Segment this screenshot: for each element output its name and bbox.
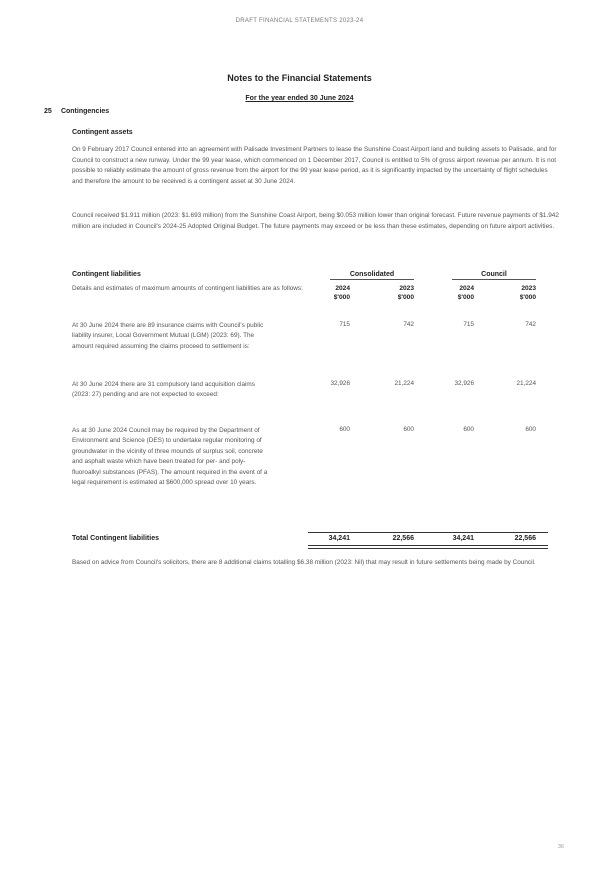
draft-header: DRAFT FINANCIAL STATEMENTS 2023-24 [235,18,364,24]
column-header [306,284,350,302]
column-year: 2024 [335,285,350,292]
total-cell: 22,566 [514,535,536,542]
column-year: 2023 [521,285,536,292]
total-cell: 34,241 [452,535,474,542]
table-cell: 600 [463,426,474,433]
total-rule-top [308,532,548,533]
total-cell: 22,566 [392,535,414,542]
table-cell: 600 [403,426,414,433]
page-subtitle: For the year ended 30 June 2024 [245,95,354,102]
column-unit: $'000 [333,294,350,301]
column-header [430,284,474,302]
table-cell: 742 [403,321,414,328]
table-row-description: At 30 June 2024 there are 31 compulsory land acquisition claims (2023: 27) pending and are not expected to exceed: [72,381,255,399]
table-cell: 600 [339,426,350,433]
column-header [492,284,536,302]
total-rule-bottom [308,545,548,549]
column-header [370,284,414,302]
table-cell: 32,926 [330,380,350,387]
contingent-assets-para-2: Council received $1.911 million (2023: $1.693 million) from the Sunshine Coast Airport, being $0.053 million lower than original forecast. Future revenue payments of $1.942 million are included in Council's 2024-25 Adopted Original Budget. The future payments may exceed or be less than these estimates, depending on future airport activities. [72,212,559,230]
section-number: 25 [44,108,52,115]
group-council: Council [452,271,536,280]
column-unit: $'000 [457,294,474,301]
contingent-liabilities-heading: Contingent liabilities [72,271,141,278]
group-consolidated: Consolidated [330,271,414,280]
page-number: 36 [557,844,564,850]
footnote: Based on advice from Council's solicitors, there are 8 additional claims totalling $6.38 million (2023: Nil) that may result in future settlements being made by Council. [72,559,536,566]
page-subtitle-wrap [0,87,599,105]
contingent-assets-para-1: On 9 February 2017 Council entered into an agreement with Palisade Investment Partners to lease the Sunshine Coast Airport land and building assets to Palisade, and for Council to construct a new runway. Under the 99 year lease, which commenced on 1 December 2017, Council is entitled to 5% of gross airport revenue per annum. It is not possible to reliably estimate the amount of gross revenue from the airport for the 99 year lease period, as it is significantly impacted by the uncertainty of flight schedules and therefore the amount to be received is a contingent asset at 30 June 2024. [72,146,557,185]
column-year: 2024 [459,285,474,292]
table-row-description: At 30 June 2024 there are 89 insurance claims with Council's public liability insurer, Local Government Mutual (LGM) (2023: 69). The amount required assuming the claims proceed to settlement is: [72,322,264,350]
table-cell: 742 [525,321,536,328]
total-cell: 34,241 [328,535,350,542]
table-cell: 715 [339,321,350,328]
total-label: Total Contingent liabilities [72,535,159,542]
column-year: 2023 [399,285,414,292]
table-cell: 715 [463,321,474,328]
table-row-description: As at 30 June 2024 Council may be required by the Department of Environment and Science (DES) to undertake regular monitoring of groundwater in the vicinity of three mounds of surplus soil, concrete and asphalt waste which have been treated for per- and poly-fluoroalkyl substances (PFAS). The amount required in the event of a legal requirement is estimated at $600,000 spread over 10 years. [72,427,268,487]
table-cell: 600 [525,426,536,433]
page-title: Notes to the Financial Statements [227,73,372,83]
contingent-assets-heading: Contingent assets [72,129,133,136]
table-cell: 21,224 [516,380,536,387]
column-unit: $'000 [519,294,536,301]
column-unit: $'000 [397,294,414,301]
table-cell: 21,224 [394,380,414,387]
table-cell: 32,926 [454,380,474,387]
section-title: Contingencies [60,108,110,115]
section-heading [44,108,109,115]
table-description: Details and estimates of maximum amounts of contingent liabilities are as follows: [72,285,303,292]
